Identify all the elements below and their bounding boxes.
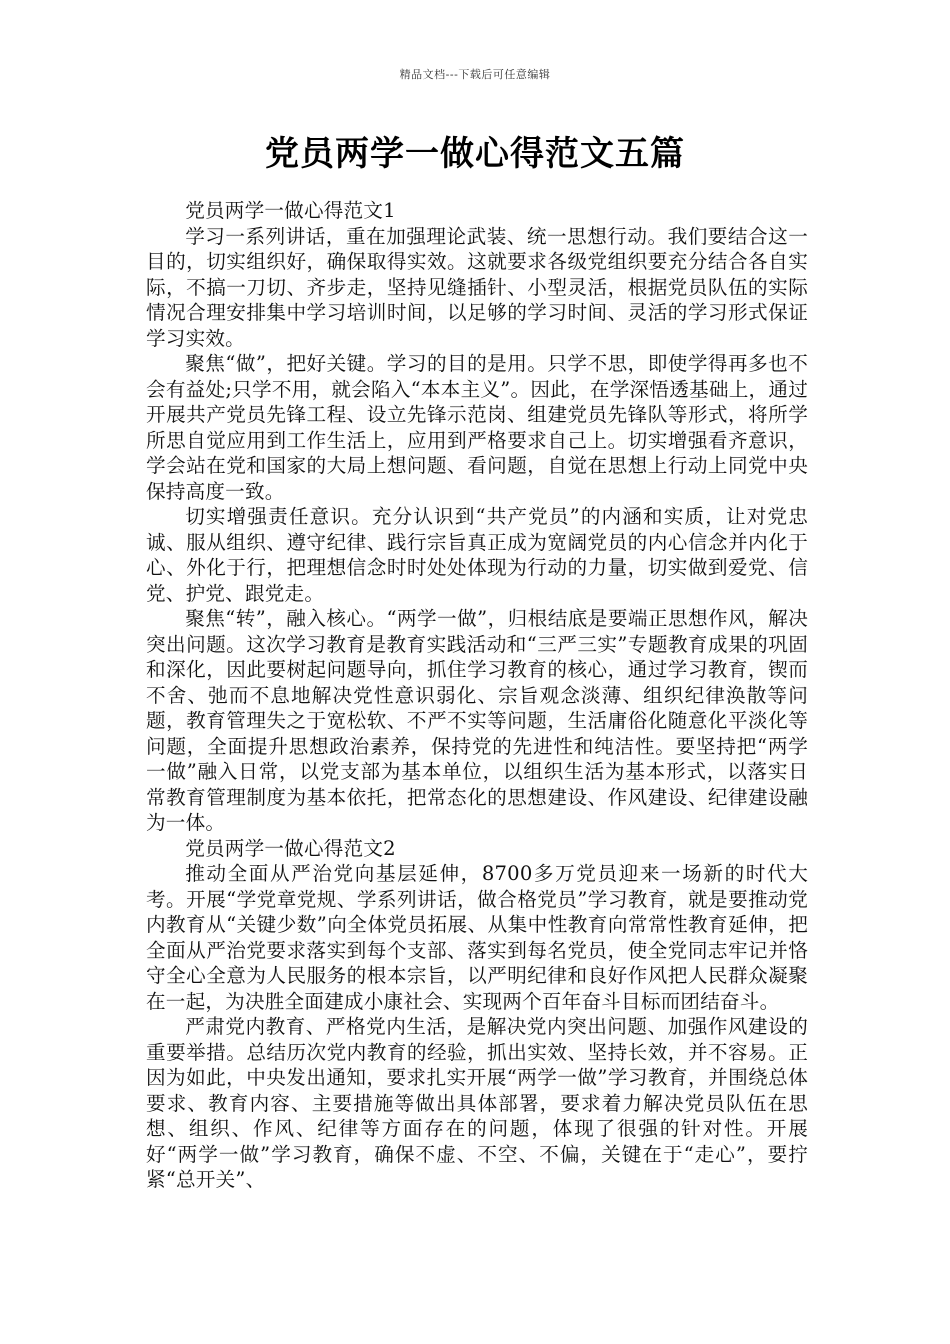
section-heading-1: 党员两学一做心得范文1 [185, 199, 396, 222]
paragraph: 聚焦“转”，融入核心。“两学一做”，归根结底是要端正思想作风，解决突出问题。这次学习教育是教育实践活动和“三严三实”专题教育成果的巩固和深化，因此要树起问题导向，抓住学习教育的核心，通过学习教育，锲而不舍、弛而不息地解决党性意识弱化、宗旨观念淡薄、组织纪律涣散等问题，教育管理失之于宽松软、不严不实等问题，生活庸俗化随意化平淡化等问题，全面提升思想政治素养，保持党的先进性和纯洁性。要坚持把“两学一做”融入日常，以党支部为基本单位，以组织生活为基本形式，以落实日常教育管理制度为基本依托，把常态化的思想建设、作风建设、纪律建设融为一体。 [146, 607, 808, 834]
section-heading-2: 党员两学一做心得范文2 [185, 836, 396, 860]
paragraph: 严肃党内教育、严格党内生活，是解决党内突出问题、加强作风建设的重要举措。总结历次党内教育的经验，抓出实效、坚持长效，并不容易。正因为如此，中央发出通知，要求扎实开展“两学一做”学习教育，并围绕总体要求、教育内容、主要措施等做出具体部署，要求着力解决党员队伍在思想、组织、作风、纪律等方面存在的问题，体现了很强的针对性。开展好“两学一做”学习教育，确保不虚、不空、不偏，关键在于“走心”，要拧紧“总开关”、 [146, 1015, 808, 1191]
paragraph: 推动全面从严治党向基层延伸，8700多万党员迎来一场新的时代大考。开展“学党章党规、学系列讲话，做合格党员”学习教育，就是要推动党内教育从“关键少数”向全体党员拓展、从集中性教育向常常性教育延伸，把全面从严治党要求落实到每个支部、落实到每名党员，使全党同志牢记并恪守全心全意为人民服务的根本宗旨，以严明纪律和良好作风把人民群众凝聚在一起，为决胜全面建成小康社会、实现两个百年奋斗目标而团结奋斗。 [146, 862, 808, 1013]
paragraph: 切实增强责任意识。充分认识到“共产党员”的内涵和实质，让对党忠诚、服从组织、遵守纪律、践行宗旨真正成为宽阔党员的内心信念并内化于心、外化于行，把理想信念时时处处体现为行动的力量，切实做到爱党、信党、护党、跟党走。 [146, 505, 808, 605]
paragraph: 聚焦“做”，把好关键。学习的目的是用。只学不思，即使学得再多也不会有益处;只学不用，就会陷入“本本主义”。因此，在学深悟透基础上，通过开展共产党员先锋工程、设立先锋示范岗、组建党员先锋队等形式，将所学所思自觉应用到工作生活上，应用到严格要求自己上。切实增强看齐意识，学会站在党和国家的大局上想问题、看问题，自觉在思想上行动上同党中央保持高度一致。 [146, 352, 808, 503]
document-title: 党员两学一做心得范文五篇 [265, 134, 685, 174]
document-body [146, 198, 808, 1193]
paragraph: 学习一系列讲话，重在加强理论武装、统一思想行动。我们要结合这一目的，切实组织好，确保取得实效。这就要求各级党组织要充分结合各自实际，不搞一刀切、齐步走，坚持见缝插针、小型灵活，根据党员队伍的实际情况合理安排集中学习培训时间，以足够的学习时间、灵活的学习形式保证学习实效。 [146, 224, 808, 350]
header-note: 精品文档---下载后可任意编辑 [399, 68, 551, 81]
